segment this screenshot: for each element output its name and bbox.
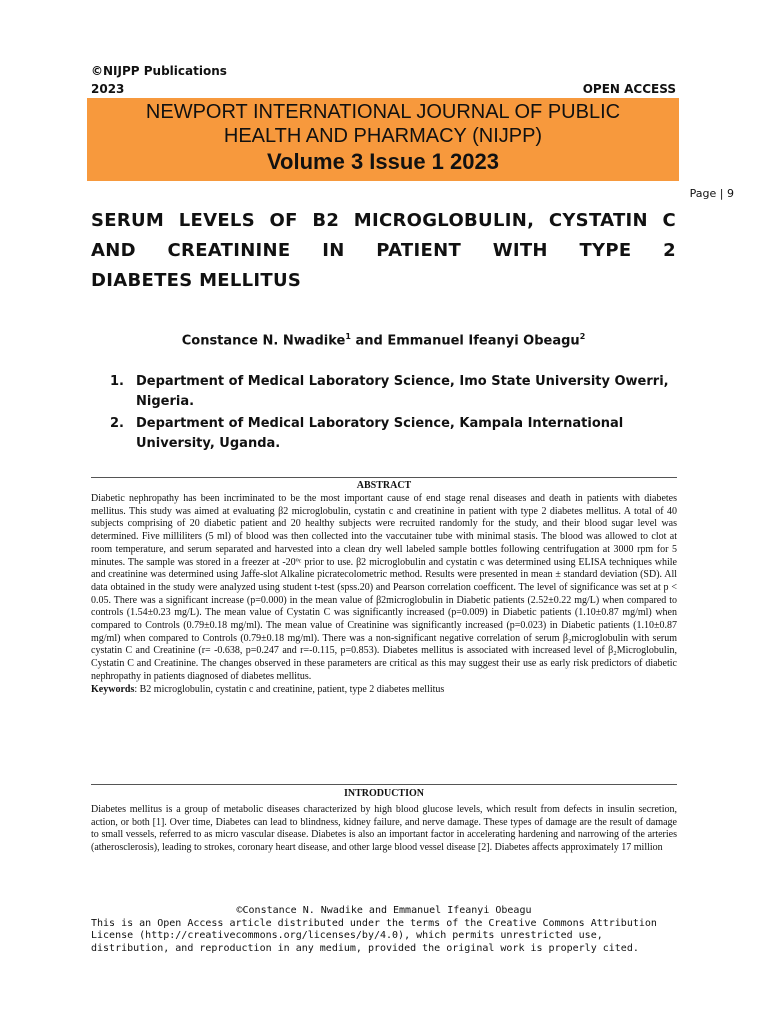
title-line3: DIABETES MELLITUS [91, 270, 302, 291]
introduction-top-rule [91, 784, 677, 785]
author-affil-sup: 1 [345, 332, 351, 341]
introduction-heading: INTRODUCTION [343, 788, 424, 799]
abstract-heading: ABSTRACT [356, 480, 412, 491]
abstract-text: Diabetic nephropathy has been incriminated to be the most important cause of end stage renal diseases and death in patients with diabetes mellitus. This study was aimed at evaluating β2 microglobulin, cystatin c and creatinine in patient with type 2 diabetes mellitus. A total of 40 subjects comprising of 20 diabetic patient and 20 healthy subjects were recruited randomly for the study, and their blood sugar level was determined. Five milliliters (5 ml) of blood was then collected into the vaccutainer tube with minimal stasis. The blood was allowed to clot at room temperature, and serum separated and harvested into a clean dry well labeled sample bottles following centrifugation at 3000 rpm for 5 minutes. The sample was stored in a freezer at -20ºᶜ prior to use. β2 microglobulin and cystatin c was determined using ELISA techniques while and creatinine was determined using Jaffe-slot Alkaline picratecolometric method. Results were presented in mean ± standard deviation (SD). All data obtained in the study were analyzed using student t-test (spss.20) and Pearson correlation coefficent. The level of significance was set at p < 0.05. There was a significant increase (p=0.000) in the mean value of β2microglobulin in Diabetic patients (2.52±0.22 mg/L) when compared to controls (1.54±0.23 mg/L). The mean value of Cystatin C was significantly increased (p=0.009) in Diabetic patients (1.10±0.87 mg/ml) when compared to Controls (0.79±0.18 mg/ml). The mean value of Creatinine was significantly increased (p=0.023) in Diabetic patients (1.10±0.87 mg/ml) when compared to Controls (0.79±0.18 mg/ml). There was a non-significant negative correlation of serum β₂microglobulin with serum cystatin C and Creatinine (r= -0.638, p=0.247 and r=-0.115, p=0.853). Diabetes mellitus is associated with increased level of β₂Microglobulin, Cystatin C and Creatinine. The changes observed in these parameters are critical as this may suggest their use as early risk predictors of diabetic nephropathy in patients diagnosed of diabetes mellitus. [91, 493, 677, 682]
journal-volume: Volume 3 Issue 1 2023 [267, 149, 499, 174]
affiliation-number: 2. [110, 416, 124, 431]
abstract-top-rule [91, 477, 677, 478]
affiliation-list [110, 372, 678, 456]
author-list [91, 328, 676, 350]
journal-banner [87, 98, 679, 181]
abstract-body [91, 493, 677, 696]
title-line1: SERUM LEVELS OF B2 MICROGLOBULIN, CYSTATIN C [91, 210, 676, 231]
footer-copyright: ©Constance N. Nwadike and Emmanuel Ifeanyi Obeagu [236, 905, 532, 916]
title-line2: AND CREATININE IN PATIENT WITH TYPE 2 [91, 240, 676, 261]
introduction-body: Diabetes mellitus is a group of metabolic diseases characterized by high blood glucose levels, which result from defects in insulin secretion, action, or both [1]. Over time, Diabetes can lead to blindness, kidney failure, and nerve damage. These types of damage are the result of damage to small vessels, referred to as micro vascular disease. Diabetes is also an important factor in accelerating hardening and narrowing of the arteries (atherosclerosis), leading to strokes, coronary heart disease, and other large blood vessel disease [2]. Diabetes affects approximately 17 million [91, 804, 677, 854]
paper-title [91, 206, 676, 296]
keywords-text: : B2 microglobulin, cystatin c and creatinine, patient, type 2 diabetes mellitus [134, 683, 445, 695]
author-conjunction: and [350, 333, 388, 349]
affiliation-item [110, 414, 678, 454]
publication-year: 2023 [91, 82, 125, 96]
open-access-label: OPEN ACCESS [582, 82, 676, 96]
journal-title-line1: NEWPORT INTERNATIONAL JOURNAL OF PUBLIC [145, 101, 621, 123]
affiliation-text: Department of Medical Laboratory Science, Kampala International University, Uganda. [136, 416, 624, 451]
publisher-label: ©NIJPP Publications [91, 64, 227, 78]
affiliation-number: 1. [110, 374, 124, 389]
author-name: Constance N. Nwadike [181, 333, 346, 349]
affiliation-item [110, 372, 678, 412]
page-footer [91, 905, 677, 955]
affiliation-text: Department of Medical Laboratory Science, Imo State University Owerri, Nigeria. [136, 374, 669, 409]
author-name: Emmanuel Ifeanyi Obeagu [387, 333, 580, 349]
keywords-label: Keywords [91, 683, 135, 695]
page-number: Page | 9 [689, 187, 734, 200]
footer-license: This is an Open Access article distributed under the terms of the Creative Commons Attribution License (http://creativecommons.org/licenses/by/4.0), which permits unrestricted use, distribution, and reproduction in any medium, provided the original work is properly cited. [91, 917, 657, 954]
journal-title-line2: HEALTH AND PHARMACY (NIJPP) [223, 125, 543, 147]
author-affil-sup: 2 [579, 332, 586, 341]
